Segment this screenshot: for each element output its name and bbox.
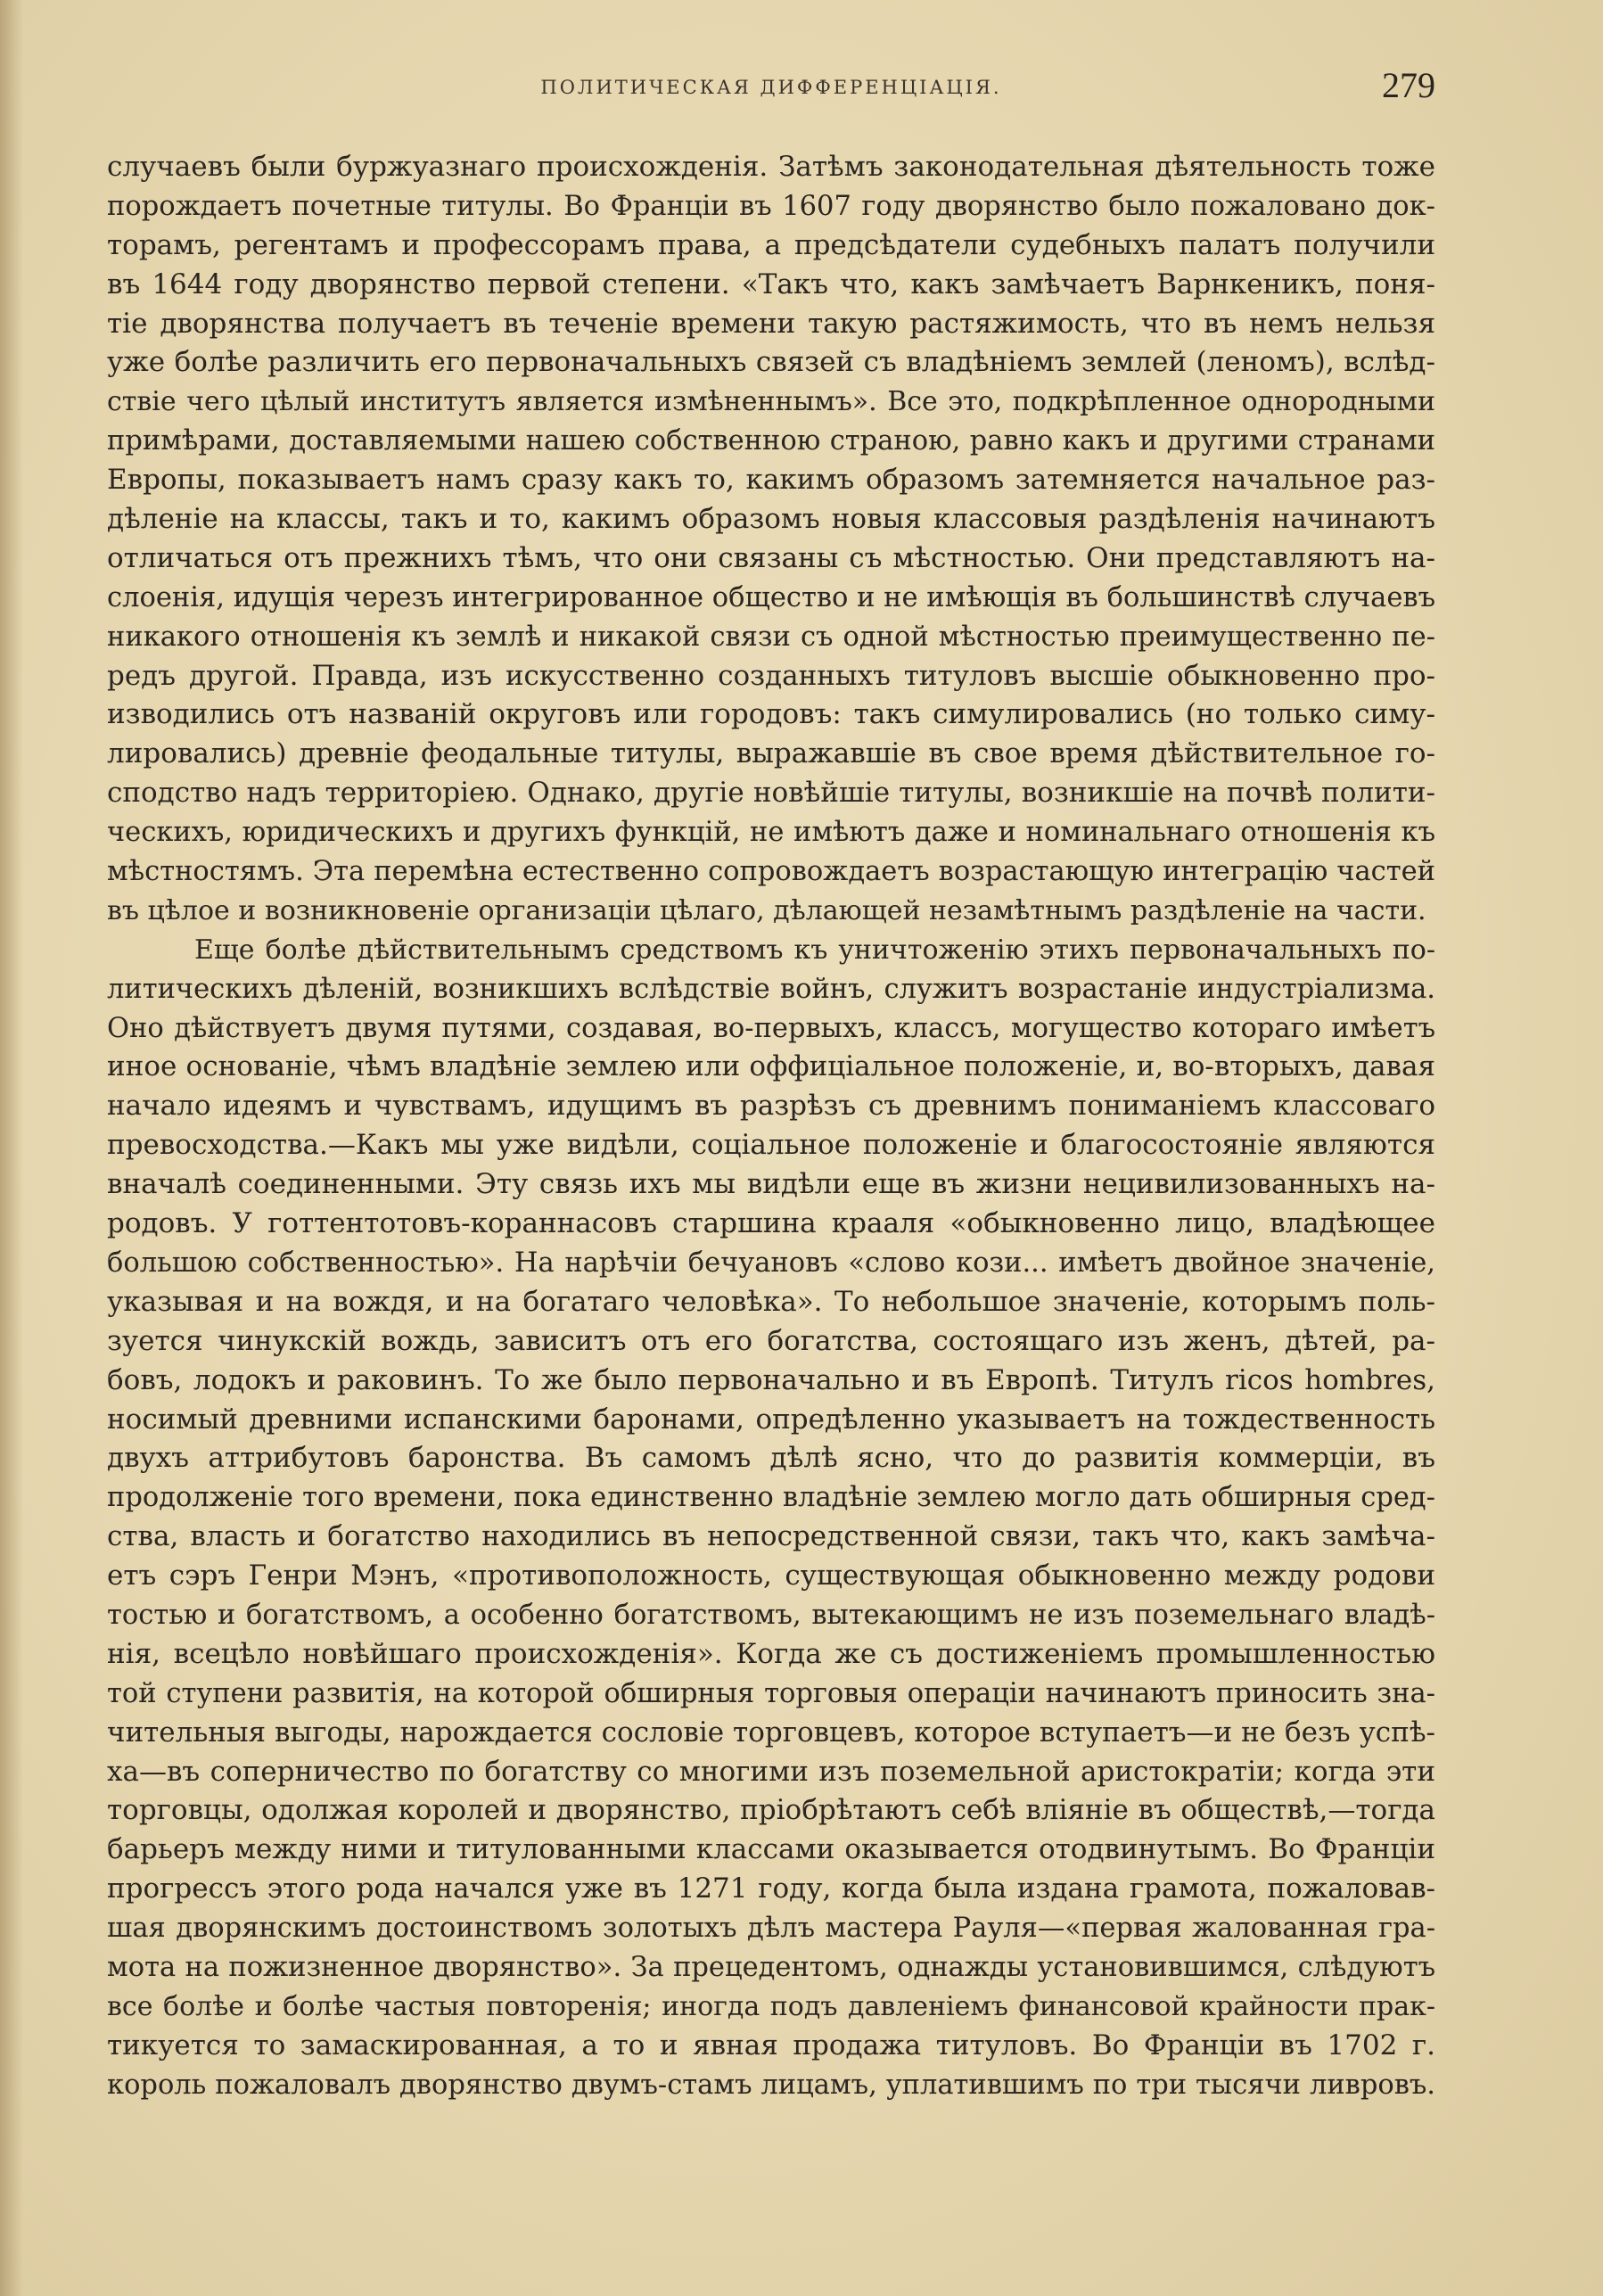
text-line: ха—въ соперничество по богатству со многими изъ поземельной аристократіи; когда эти [107,1755,1435,1788]
text-line: сподство надъ территоріею. Однако, другіе новѣйшіе титулы, возникшіе на почвѣ полити- [107,777,1435,810]
text-line: большою собственностью». На нарѣчіи бечуановъ «слово кози... имѣетъ двойное значеніе, [107,1247,1435,1279]
text-line: изводились отъ названій округовъ или городовъ: такъ симулировались (но только симу- [107,698,1435,731]
text-line: нія, всецѣло новѣйшаго происхожденія». Когда же съ достиженіемъ промышленностью [107,1637,1435,1670]
text-line: тіе дворянства получаетъ въ теченіе времени такую растяжимость, что въ немъ нельзя [107,307,1435,340]
text-line: король пожаловалъ дворянство двумъ-стамъ лицамъ, уплатившимъ по три тысячи ливровъ. [107,2069,1435,2101]
text-line: бовъ, лодокъ и раковинъ. То же было первоначально и въ Европѣ. Титулъ ricos hombres, [107,1363,1435,1396]
text-line: ства, власть и богатство находились въ непосредственной связи, такъ что, какъ замѣча- [107,1520,1435,1553]
text-line: торговцы, одолжая королей и дворянство, пріобрѣтаютъ себѣ вліяніе въ обществѣ,—тогда [107,1794,1435,1827]
text-line: ческихъ, юридическихъ и другихъ функцій, не имѣютъ даже и номинальнаго отношенія къ [107,817,1435,849]
text-line: зуется чинукскій вождь, зависитъ отъ его богатства, состоящаго изъ женъ, дѣтей, ра- [107,1324,1435,1357]
text-line: шая дворянскимъ достоинствомъ золотыхъ дѣлъ мастера Рауля—«первая жалованная гра- [107,1913,1435,1945]
text-line: етъ сэръ Генри Мэнъ, «противоположность, существующая обыкновенно между родови [107,1559,1435,1592]
text-line: вначалѣ соединенными. Эту связь ихъ мы видѣли еще въ жизни нецивилизованныхъ на- [107,1168,1435,1201]
text-line: иное основаніе, чѣмъ владѣніе землею или оффиціальное положеніе, и, во-вторыхъ, давая [107,1050,1435,1083]
text-line: той ступени развитія, на которой обширныя торговыя операціи начинаютъ приносить зна- [107,1677,1435,1709]
paragraph-end-line: въ цѣлое и возникновеніе организаціи цѣлаго, дѣлающей незамѣтнымъ раздѣленіе на части. [107,894,1426,926]
text-line: родовъ. У готтентотовъ-кораннасовъ старшина крааля «обыкновенно лицо, владѣющее [107,1207,1435,1240]
text-line: чительныя выгоды, нарождается сословіе торговцевъ, которое вступаетъ—и не безъ успѣ- [107,1716,1435,1749]
text-line: уже болѣе различить его первоначальныхъ связей съ владѣніемъ землей (леномъ), вслѣд- [107,346,1435,379]
text-line: мота на пожизненное дворянство». За прецедентомъ, однажды установившимся, слѣдуютъ [107,1951,1435,1983]
text-line: носимый древними испанскими баронами, опредѣленно указываетъ на тождественность [107,1403,1435,1436]
text-line: прогрессъ этого рода начался уже въ 1271 году, когда была издана грамота, пожаловав- [107,1872,1435,1905]
text-line: никакого отношенія къ землѣ и никакой связи съ одной мѣстностью преимущественно пе- [107,621,1435,653]
text-line: примѣрами, доставляемыми нашею собственною страною, равно какъ и другими странами [107,425,1435,457]
text-line: начало идеямъ и чувствамъ, идущимъ въ разрѣзъ съ древнимъ пониманіемъ классоваго [107,1090,1435,1123]
text-line: все болѣе и болѣе частыя повторенія; иногда подъ давленіемъ финансовой крайности прак- [107,1990,1435,2022]
body-text [107,148,1435,2105]
page-header [107,64,1435,109]
text-line: указывая и на вождя, и на богатаго человѣка». То небольшое значеніе, которымъ поль- [107,1285,1435,1318]
text-line: Оно дѣйствуетъ двумя путями, создавая, во-первыхъ, классъ, могущество котораго имѣетъ [107,1012,1435,1044]
text-line: тостью и богатствомъ, а особенно богатствомъ, вытекающимъ не изъ поземельнаго владѣ- [107,1599,1435,1631]
text-line: мѣстностямъ. Эта перемѣна естественно сопровождаетъ возрастающую интеграцію частей [107,856,1435,888]
text-line: продолженіе того времени, пока единственно владѣніе землею могло дать обширныя сред- [107,1482,1435,1514]
paragraph-start-line: Еще болѣе дѣйствительнымъ средствомъ къ уничтоженію этихъ первоначальныхъ по- [194,934,1435,966]
text-line: слоенія, идущія черезъ интегрированное общество и не имѣющія въ большинствѣ случаевъ [107,581,1435,613]
text-line: барьеръ между ними и титулованными классами оказывается отодвинутымъ. Во Франціи [107,1833,1435,1866]
text-line: двухъ аттрибутовъ баронства. Въ самомъ дѣлѣ ясно, что до развитія коммерціи, въ [107,1442,1435,1475]
text-line: Европы, показываетъ намъ сразу какъ то, какимъ образомъ затемняется начальное раз- [107,464,1435,497]
text-line: дѣленіе на классы, такъ и то, какимъ образомъ новыя классовыя раздѣленія начинаютъ [107,503,1435,536]
text-line: литическихъ дѣленій, возникшихъ вслѣдствіе войнъ, служитъ возрастаніе индустріализма. [107,973,1435,1005]
text-line: ствіе чего цѣлый институтъ является измѣненнымъ». Все это, подкрѣпленное однородными [107,386,1435,418]
text-line: тикуется то замаскированная, а то и явная продажа титуловъ. Во Франціи въ 1702 г. [107,2029,1435,2061]
page-gutter-shadow [0,0,23,2296]
text-line: порождаетъ почетные титулы. Во Франціи въ 1607 году дворянство было пожаловано док- [107,190,1435,222]
text-line: превосходства.—Какъ мы уже видѣли, соціальное положеніе и благосостояніе являются [107,1129,1435,1162]
text-line: редъ другой. Правда, изъ искусственно созданныхъ титуловъ высшіе обыкновенно про- [107,659,1435,692]
running-head: ПОЛИТИЧЕСКАЯ ДИФФЕРЕНЦІАЦІЯ. [540,77,1002,98]
page-number: 279 [1382,65,1435,105]
text-line: торамъ, регентамъ и профессорамъ права, а предсѣдатели судебныхъ палатъ получили [107,228,1435,261]
text-line: случаевъ были буржуазнаго происхожденія. Затѣмъ законодательная дѣятельность тоже [107,151,1435,183]
text-line: отличаться отъ прежнихъ тѣмъ, что они связаны съ мѣстностью. Они представляютъ на- [107,541,1435,574]
text-line: лировались) древніе феодальные титулы, выражавшіе въ свое время дѣйствительное го- [107,737,1435,770]
text-line: въ 1644 году дворянство первой степени. «Такъ что, какъ замѣчаетъ Варнкеникъ, поня- [107,267,1435,300]
